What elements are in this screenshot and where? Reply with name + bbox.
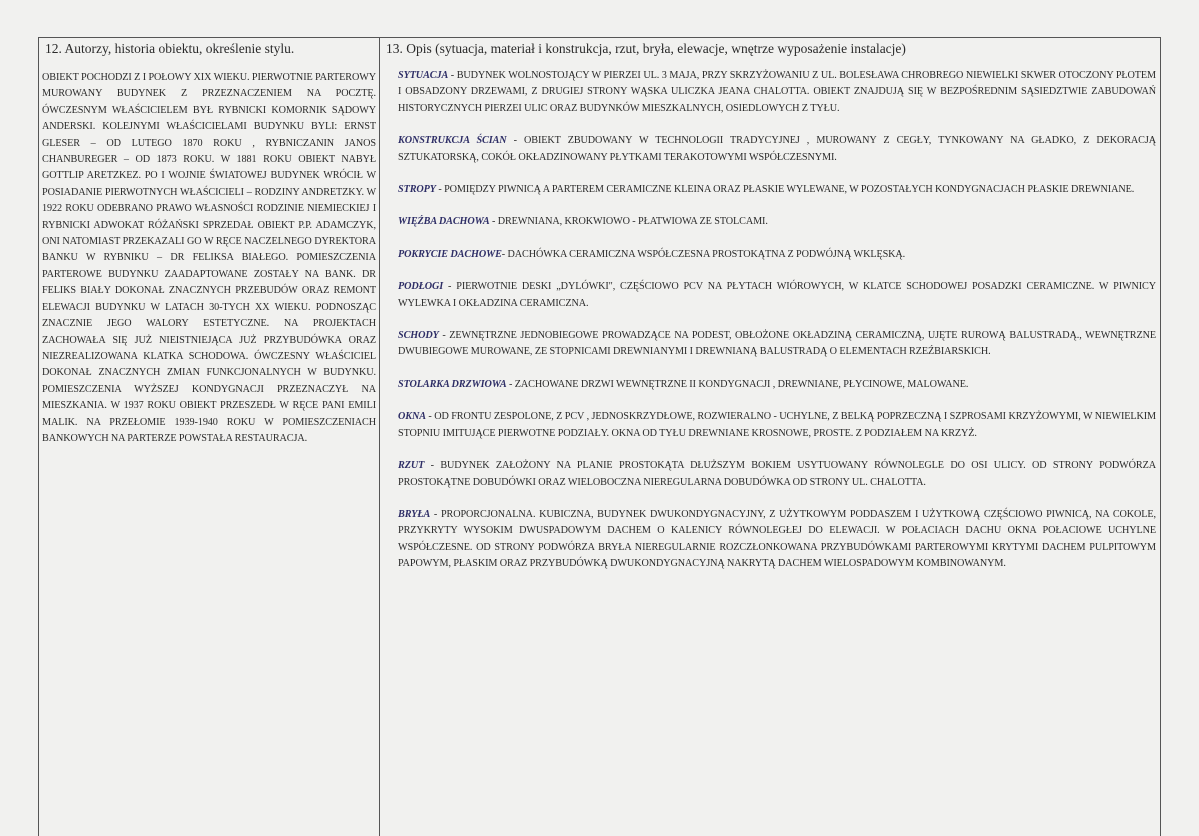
paragraph-separator: -: [501, 248, 508, 260]
paragraph-separator: -: [424, 460, 441, 472]
paragraph-separator: -: [438, 330, 450, 342]
description-paragraph-rzut: [398, 458, 1156, 491]
paragraph-label: RZUT: [398, 460, 425, 472]
paragraph-label: WIĘŹBA DACHOWA: [398, 216, 490, 228]
paragraph-separator: -: [489, 216, 498, 228]
paragraph-label: OKNA: [398, 411, 426, 423]
description-column: [398, 68, 1156, 589]
paragraph-label: STROPY: [398, 184, 436, 196]
paragraph-text: OD FRONTU ZESPOLONE, Z PCV , JEDNOSKRZYDŁOWE, ROZWIERALNO - UCHYLNE, Z BELKĄ POPRZECZNĄ I SZPROSAMI KRZYŻOWYMI, W NIEWIELKIM STOPNIU IMITUJĄCE PIERWOTNE PODZIAŁY. OKNA OD TYŁU DREWNIANE KROSNOWE, PROSTE. Z PODZIAŁEM NA KRZYŻ.: [398, 411, 1156, 439]
description-paragraph-stolarka: [398, 377, 1156, 393]
paragraph-text: ZEWNĘTRZNE JEDNOBIEGOWE PROWADZĄCE NA PODEST, OBŁOŻONE OKŁADZINĄ CERAMICZNĄ, UJĘTE RUROWĄ BALUSTRADĄ., WEWNĘTRZNE DWUBIEGOWE MUROWANE, ZE STOPNICAMI DREWNIANYMI I DREWNIANĄ BALUSTRADĄ O ELEMENTACH RZEŹBIARSKICH.: [398, 330, 1156, 358]
description-paragraph-pokrycie: [398, 247, 1156, 263]
table-top-border: [38, 37, 1160, 38]
paragraph-text: PROPORCJONALNA. KUBICZNA, BUDYNEK DWUKONDYGNACYJNY, Z UŻYTKOWYM PODDASZEM I UŻYTKOWĄ CZĘŚCIOWO PIWNICĄ, NA COKOLE, PRZYKRYTY WYSOKIM DWUSPADOWYM DACHEM O KALENICY RÓWNOLEGŁEJ DO ELEWACJI. W POŁACIACH DACHU OKNA POŁACIOWE UCHYLNE WSPÓŁCZESNE. OD STRONY PODWÓRZA BRYŁA NIEREGULARNIE ROZCZŁONKOWANA PRZYBUDÓWKAMI PARTEROWYMI KRYTYMI DACHEM PULPITOWYM PAPOWYM, PŁASKIM ORAZ PRZYBUDÓWKĄ DWUKONDYGNACYJNĄ NAKRYTĄ DACHEM WIELOSPADOWYM KOMBINOWANYM.: [398, 508, 1156, 570]
paragraph-separator: -: [435, 184, 445, 196]
paragraph-text: POMIĘDZY PIWNICĄ A PARTEREM CERAMICZNE KLEINA ORAZ PŁASKIE WYLEWANE, W POZOSTAŁYCH KONDYGNACJACH PŁASKIE DREWNIANE.: [444, 184, 1135, 196]
table-right-border: [1160, 37, 1161, 836]
description-paragraph-wiezba: [398, 214, 1156, 230]
paragraph-label: PODŁOGI: [398, 281, 444, 293]
paragraph-label: BRYŁA: [398, 508, 431, 520]
paragraph-text: DREWNIANA, KROKWIOWO - PŁATWIOWA ZE STOLCAMI.: [497, 216, 768, 228]
paragraph-text: BUDYNEK WOLNOSTOJĄCY W PIERZEI UL. 3 MAJA, PRZY SKRZYŻOWANIU Z UL. BOLESŁAWA CHROBREGO NIEWIELKI SKWER OTOCZONY PŁOTEM I OBSADZONY DRZEWAMI, Z DRUGIEJ STRONY WĄSKA ULICZKA JEANA CHALOTTA. OBIEKT ZNAJDUJĄ SIĘ W BEZPOŚREDNIM SĄSIEDZTWIE ZABUDOWAŃ HISTORYCZNYCH PIERZEI ULIC ORAZ BUDYNKÓW MIESZKALNYCH, OSIEDLOWYCH Z TYŁU.: [398, 70, 1156, 114]
table-left-border: [38, 37, 39, 836]
column-divider: [379, 37, 380, 836]
paragraph-label: KONSTRUKCJA ŚCIAN: [398, 135, 507, 147]
description-paragraph-podlogi: [398, 279, 1156, 312]
description-paragraph-bryla: [398, 507, 1156, 573]
paragraph-separator: -: [443, 281, 457, 293]
paragraph-text: BUDYNEK ZAŁOŻONY NA PLANIE PROSTOKĄTA DŁUŻSZYM BOKIEM USYTUOWANY RÓWNOLEGLE DO OSI ULICY. OD STRONY PODWÓRZA PROSTOKĄTNE DOBUDÓWKI ORAZ WIELOBOCZNA NIEREGULARNA DOBUDÓWKA OD STRONY UL. CHALOTTA.: [398, 460, 1157, 488]
paragraph-text: OBIEKT ZBUDOWANY W TECHNOLOGII TRADYCYJNEJ , MUROWANY Z CEGŁY, TYNKOWANY NA GŁADKO, Z DEKORACJĄ SZTUKATORSKĄ, COKÓŁ OKŁADZINOWANY PŁYTKAMI TERAKOTOWYMI WSPÓŁCZESNYMI.: [398, 135, 1157, 163]
paragraph-label: POKRYCIE DACHOWE: [398, 248, 502, 260]
paragraph-text: ZACHOWANE DRZWI WEWNĘTRZNE II KONDYGNACJI , DREWNIANE, PŁYCINOWE, MALOWANE.: [514, 378, 969, 390]
section-13-heading: 13. Opis (sytuacja, materiał i konstrukcja, rzut, bryła, elewacje, wnętrze wyposażenie instalacje): [386, 41, 906, 56]
description-paragraph-sytuacja: [398, 68, 1156, 117]
description-paragraph-okna: [398, 409, 1156, 442]
paragraph-separator: -: [425, 411, 435, 423]
history-text: OBIEKT POCHODZI Z I POŁOWY XIX WIEKU. PIERWOTNIE PARTEROWY MUROWANY BUDYNEK Z PRZEZNACZENIEM NA POCZTĘ. ÓWCZESNYM WŁAŚCICIELEM BYŁ RYBNICKI KOMORNIK SĄDOWY ANDERSKI. KOLEJNYMI WŁAŚCICIELAMI BUDYNKU BYLI: ERNST GLESER – OD LUTEGO 1870 ROKU , RYBNICZANIN JANOS CHANBUREGER – OD 1873 ROKU. W 1881 ROKU OBIEKT NABYŁ GOTTLIP ARETZKEZ. PO I WOJNIE ŚWIATOWEJ BUDYNEK WRÓCIŁ W POSIADANIE PIERWOTNYCH WŁAŚCICIELI – RODZINY ANDRETZKY. W 1922 ROKU ODEBRANO PRAWO WŁASNOŚCI RODZINIE NIEMIECKIEJ I RYBNICKI ADWOKAT RÓŻAŃSKI SPRZEDAŁ OBIEKT P.P. ADAMCZYK, ONI NATOMIAST PRZEKAZALI GO W RĘCE NACZELNEGO DYREKTORA BANKU W RYBNIKU – DR FELIKSA BIAŁEGO. POMIESZCZENIA PARTEROWE BUDYNKU ZAADAPTOWANE ZOSTAŁY NA BANK. DR FELIKS BIAŁY DOKONAŁ ZNACZNYCH PRZEBUDÓW ORAZ REMONT ELEWACJI BUDYNKU W LATACH 30-TYCH XX WIEKU. PODNOSZĄC ZNACZNIE JEGO WALORY ESTETYCZNE. NA PROJEKTACH ZACHOWAŁA SIĘ JUŻ NIEISTNIEJĄCA JUŻ PRZYBUDÓWKA ORAZ NIEZREALIZOWANA KLATKA SCHODOWA. ÓWCZESNY WŁAŚCICIEL DOKONAŁ ZNACZNYCH ZMIAN FUNKCJONALNYCH W BUDYNKU. POMIESZCZENIA WYŻSZEJ KONDYGNACJI PRZEZNACZYŁ NA MIESZKANIA. W 1937 ROKU OBIEKT PRZESZEDŁ W RĘCE PANI EMILI MALIK. NA PRZEŁOMIE 1939-1940 ROKU W POMIESZCZENIACH BANKOWYCH NA PARTERZE POWSTAŁA RESTAURACJA.: [42, 72, 376, 444]
paragraph-label: SYTUACJA: [398, 70, 449, 81]
description-paragraph-schody: [398, 328, 1156, 361]
description-paragraph-stropy: [398, 182, 1156, 198]
paragraph-text: DACHÓWKA CERAMICZNA WSPÓŁCZESNA PROSTOKĄTNA Z PODWÓJNĄ WKLĘSKĄ.: [507, 248, 906, 260]
paragraph-separator: -: [448, 70, 457, 81]
paragraph-label: SCHODY: [398, 330, 439, 342]
paragraph-text: PIERWOTNIE DESKI „DYLÓWKI", CZĘŚCIOWO PCV NA PŁYTACH WIÓROWYCH, W KLATCE SCHODOWEJ POSADZKI CERAMICZNE. W PIWNICY WYLEWKA I OKŁADZINA CERAMICZNA.: [398, 281, 1157, 309]
paragraph-separator: -: [430, 508, 441, 520]
description-paragraph-konstrukcja: [398, 133, 1156, 166]
paragraph-label: STOLARKA DRZWIOWA: [398, 378, 507, 390]
paragraph-separator: -: [506, 135, 525, 147]
paragraph-separator: -: [506, 378, 515, 390]
section-12-heading: 12. Autorzy, historia obiektu, określenie stylu.: [45, 41, 295, 56]
